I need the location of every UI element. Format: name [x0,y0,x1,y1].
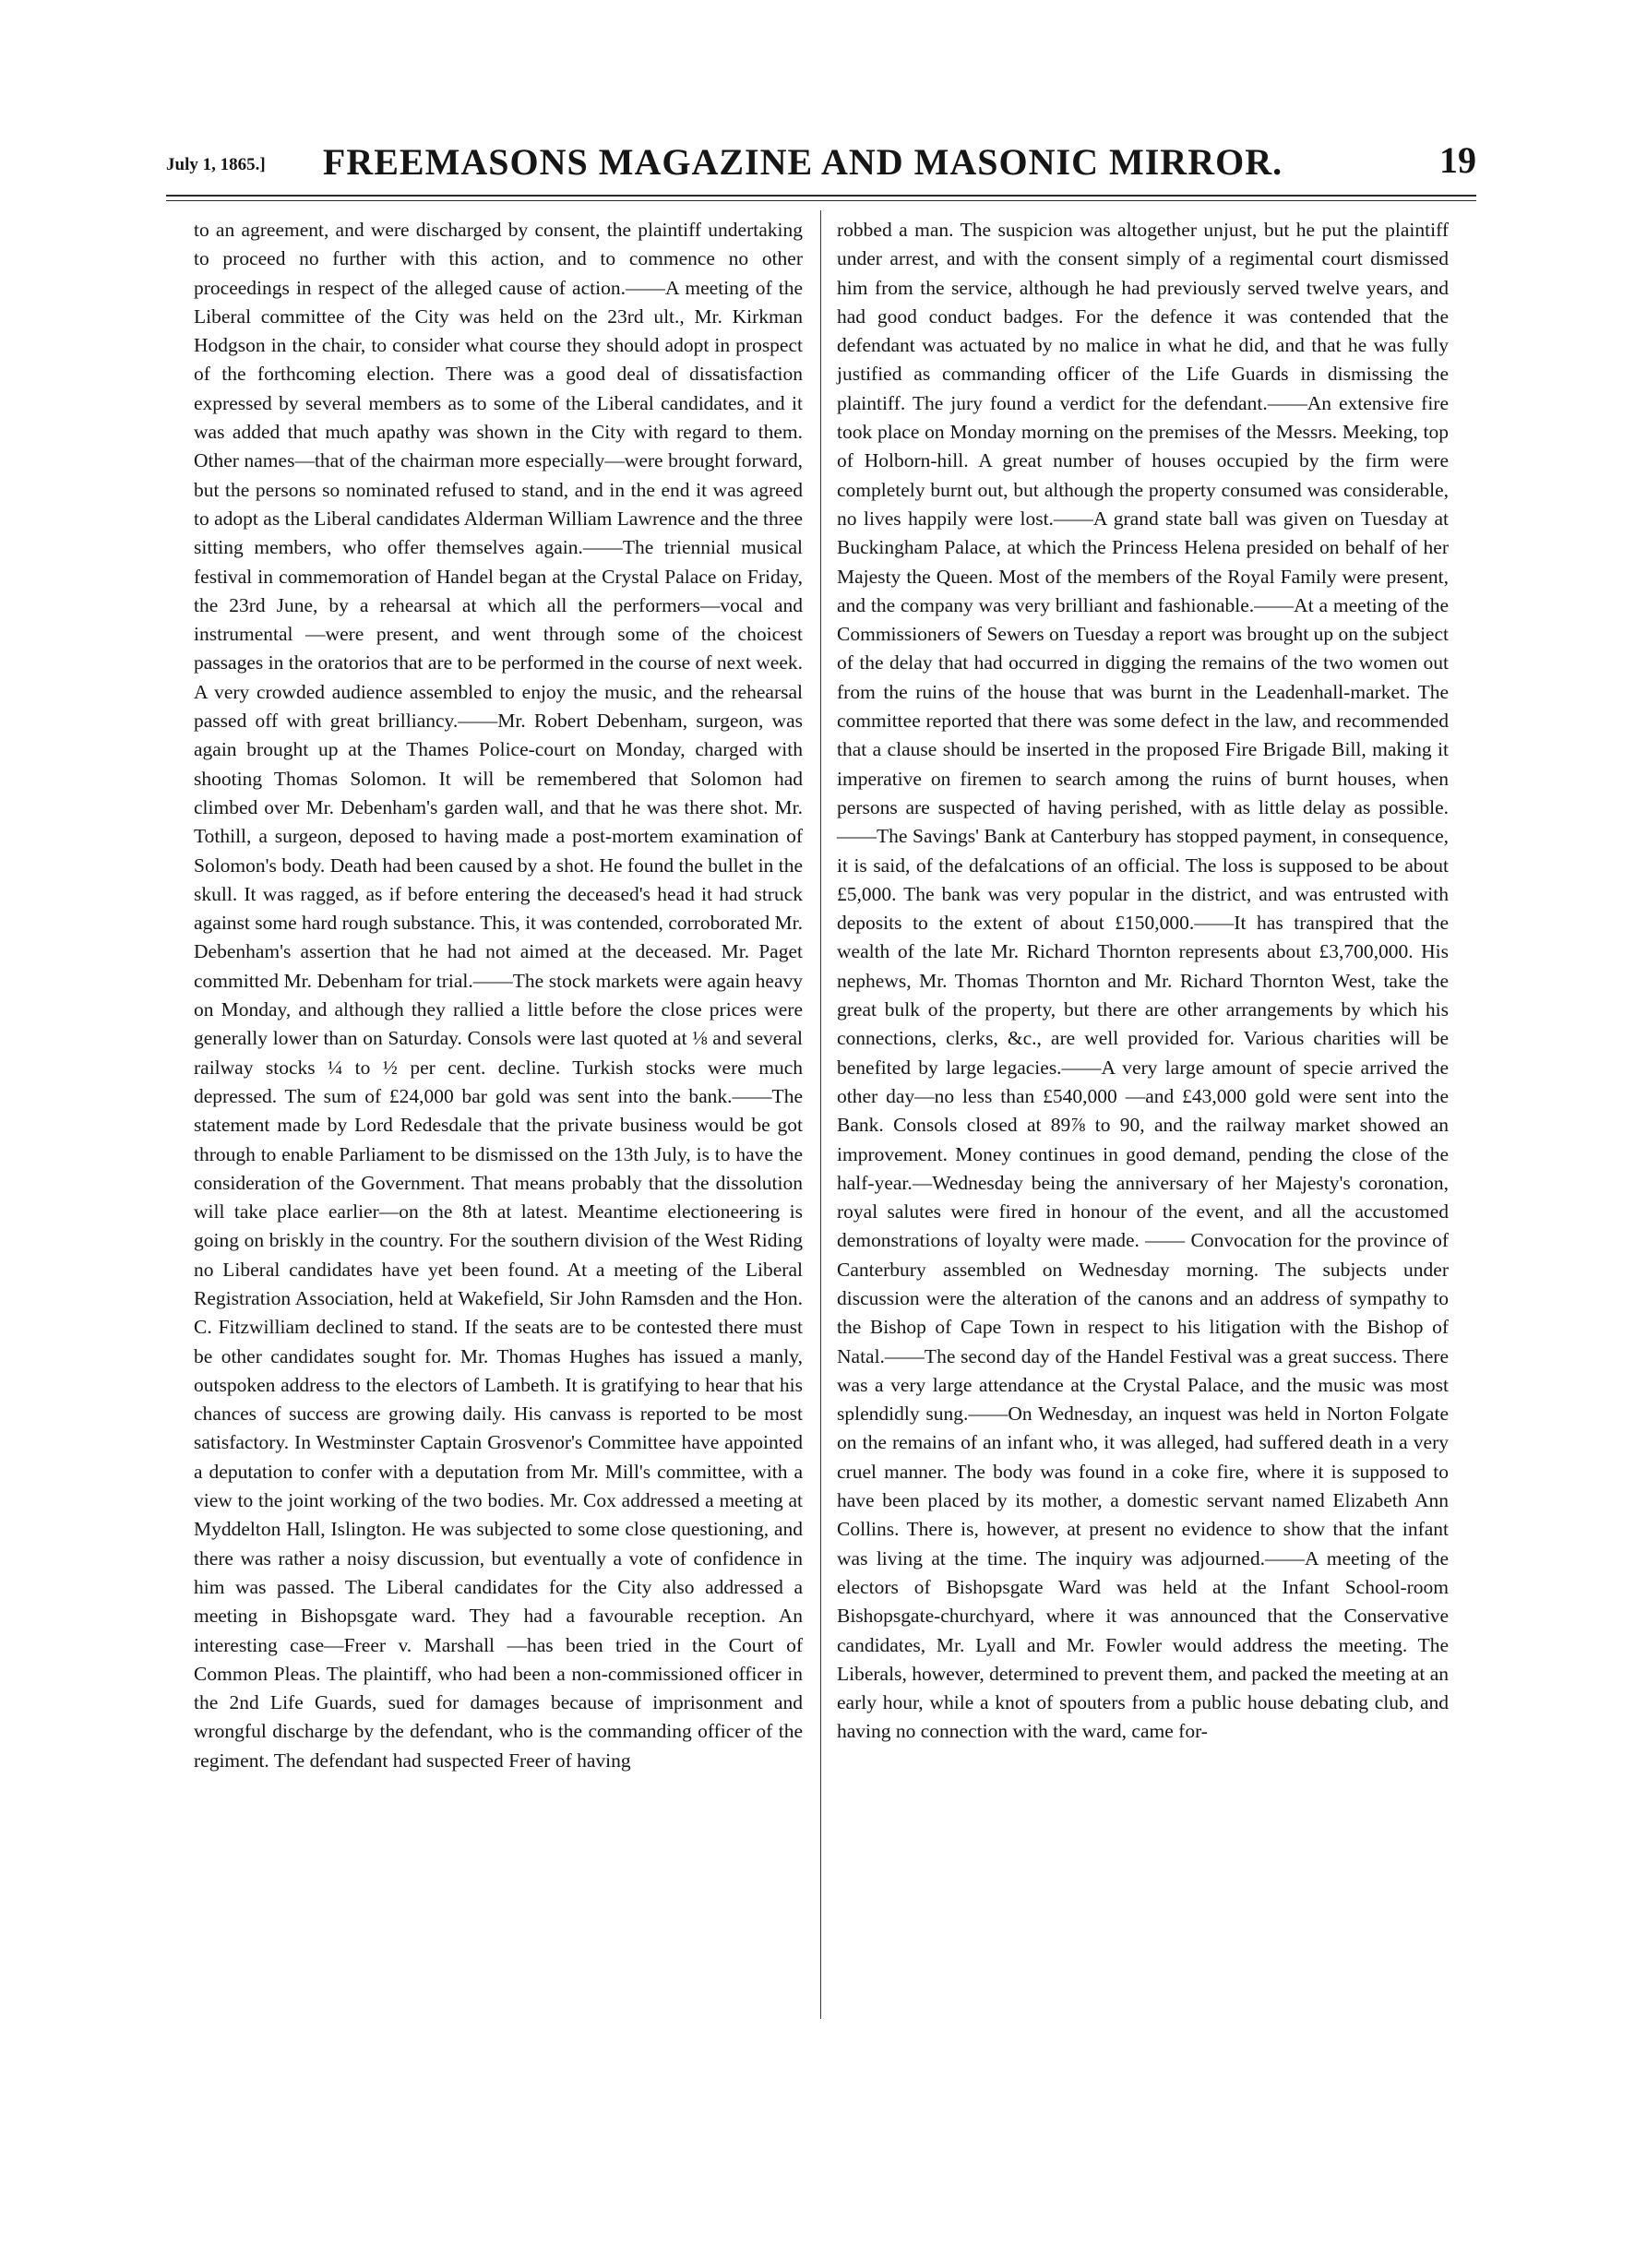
header-rule-thin [166,200,1476,201]
header-rule [166,195,1476,197]
column-divider [820,210,821,2019]
page-number: 19 [1439,139,1476,181]
column-text: robbed a man. The suspicion was altogether unjust, but he put the plaintiff under arrest, and with the consent simply of a regimental court dismissed him from the service, although he had previously served twelve years, and had good conduct badges. For the defence it was contended that the defendant was actuated by no malice in what he did, and that he was fully justified as commanding officer of the Life Guards in dismissing the plaintiff. The jury found a verdict for the defendant.——An extensive fire took place on Monday morning on the premises of the Messrs. Meeking, top of Holborn-hill. A great number of houses occupied by the firm were completely burnt out, but although the property consumed was considerable, no lives happily were lost.——A grand state ball was given on Tuesday at Buckingham Palace, at which the Princess Helena presided on behalf of her Majesty the Queen. Most of the members of the Royal Family were present, and the company was very brilliant and fashionable.——At a meeting of the Commissioners of Sewers on Tuesday a report was brought up on the subject of the delay that had occurred in digging the remains of the two women out from the ruins of the house that was burnt in the Leadenhall-market. The committee reported that there was some defect in the law, and recommended that a clause should be inserted in the proposed Fire Brigade Bill, making it imperative on firemen to search among the ruins of burnt houses, when persons are suspected of having perished, with as little delay as possible.——The Savings' Bank at Canterbury has stopped payment, in consequence, it is said, of the defalcations of an official. The loss is supposed to be about £5,000. The bank was very popular in the district, and was entrusted with deposits to the extent of about £150,000.——It has transpired that the wealth of the late Mr. Richard Thornton represents about £3,700,000. His nephews, Mr. Thomas Thornton and Mr. Richard Thornton West, take the great bulk of the property, but there are other arrangements by which his connections, clerks, &c., are well provided for. Various charities will be benefited by large legacies.——A very large amount of specie arrived the other day—no less than £540,000 —and £43,000 gold were sent into the Bank. Consols closed at 89⅞ to 90, and the railway market showed an improvement. Money continues in good demand, pending the close of the half-year.—Wednesday being the anniversary of her Majesty's coronation, royal salutes were fired in honour of the event, and all the accustomed demonstrations of loyalty were made. —— Convocation for the province of Canterbury assembled on Wednesday morning. The subjects under discussion were the alteration of the canons and an address of sympathy to the Bishop of Cape Town in respect to his litigation with the Bishop of Natal.——The second day of the Handel Festival was a great success. There was a very large attendance at the Crystal Palace, and the music was most splendidly sung.——On Wednesday, an inquest was held in Norton Folgate on the remains of an infant who, it was alleged, had suffered death in a very cruel manner. The body was found in a coke fire, where it is supposed to have been placed by its mother, a domestic servant named Elizabeth Ann Collins. There is, however, at present no evidence to show that the infant was living at the time. The inquiry was adjourned.——A meeting of the electors of Bishopsgate Ward was held at the Infant School-room Bishopsgate-churchyard, where it was announced that the Conservative candidates, Mr. Lyall and Mr. Fowler would address the meeting. The Liberals, however, determined to prevent them, and packed the meeting at an early hour, while a knot of spouters from a public house debating club, and having no connection with the ward, came for- [837,219,1449,1743]
page-header [166,138,1476,185]
issue-date: July 1, 1865.] [166,155,266,174]
article-column-right [837,216,1449,1747]
masthead-title: FREEMASONS MAGAZINE AND MASONIC MIRROR. [322,141,1283,183]
article-column-left [194,216,803,1775]
column-text: to an agreement, and were discharged by consent, the plaintiff undertaking to proceed no further with this action, and to commence no other proceedings in respect of the alleged cause of action.——A meeting of the Liberal committee of the City was held on the 23rd ult., Mr. Kirkman Hodgson in the chair, to consider what course they should adopt in prospect of the forthcoming election. There was a good deal of dissatisfaction expressed by several members as to some of the Liberal candidates, and it was added that much apathy was shown in the City with regard to them. Other names—that of the chairman more especially—were brought forward, but the persons so nominated refused to stand, and in the end it was agreed to adopt as the Liberal candidates Alderman William Lawrence and the three sitting members, who offer themselves again.——The triennial musical festival in commemoration of Handel began at the Crystal Palace on Friday, the 23rd June, by a rehearsal at which all the performers—vocal and instrumental —were present, and went through some of the choicest passages in the oratorios that are to be performed in the course of next week. A very crowded audience assembled to enjoy the music, and the rehearsal passed off with great brilliancy.——Mr. Robert Debenham, surgeon, was again brought up at the Thames Police-court on Monday, charged with shooting Thomas Solomon. It will be remembered that Solomon had climbed over Mr. Debenham's garden wall, and that he was there shot. Mr. Tothill, a surgeon, deposed to having made a post-mortem examination of Solomon's body. Death had been caused by a shot. He found the bullet in the skull. It was ragged, as if before entering the deceased's head it had struck against some hard rough substance. This, it was contended, corroborated Mr. Debenham's assertion that he had not aimed at the deceased. Mr. Paget committed Mr. Debenham for trial.——The stock markets were again heavy on Monday, and although they rallied a little before the close prices were generally lower than on Saturday. Consols were last quoted at ⅛ and several railway stocks ¼ to ½ per cent. decline. Turkish stocks were much depressed. The sum of £24,000 bar gold was sent into the bank.——The statement made by Lord Redesdale that the private business would be got through to enable Parliament to be dismissed on the 13th July, is to have the consideration of the Government. That means probably that the dissolution will take place earlier—on the 8th at latest. Meantime electioneering is going on briskly in the country. For the southern division of the West Riding no Liberal candidates have yet been found. At a meeting of the Liberal Registration Association, held at Wakefield, Sir John Ramsden and the Hon. C. Fitzwilliam declined to stand. If the seats are to be contested there must be other candidates sought for. Mr. Thomas Hughes has issued a manly, outspoken address to the electors of Lambeth. It is gratifying to hear that his chances of success are growing daily. His canvass is reported to be most satisfactory. In Westminster Captain Grosvenor's Committee have appointed a deputation to confer with a deputation from Mr. Mill's committee, with a view to the joint working of the two bodies. Mr. Cox addressed a meeting at Myddelton Hall, Islington. He was subjected to some close questioning, and there was rather a noisy discussion, but eventually a vote of confidence in him was passed. The Liberal candidates for the City also addressed a meeting in Bishopsgate ward. They had a favourable reception. An interesting case—Freer v. Marshall —has been tried in the Court of Common Pleas. The plaintiff, who had been a non-commissioned officer in the 2nd Life Guards, sued for damages because of imprisonment and wrongful discharge by the defendant, who is the commanding officer of the regiment. The defendant had suspected Freer of having [194,219,803,1772]
